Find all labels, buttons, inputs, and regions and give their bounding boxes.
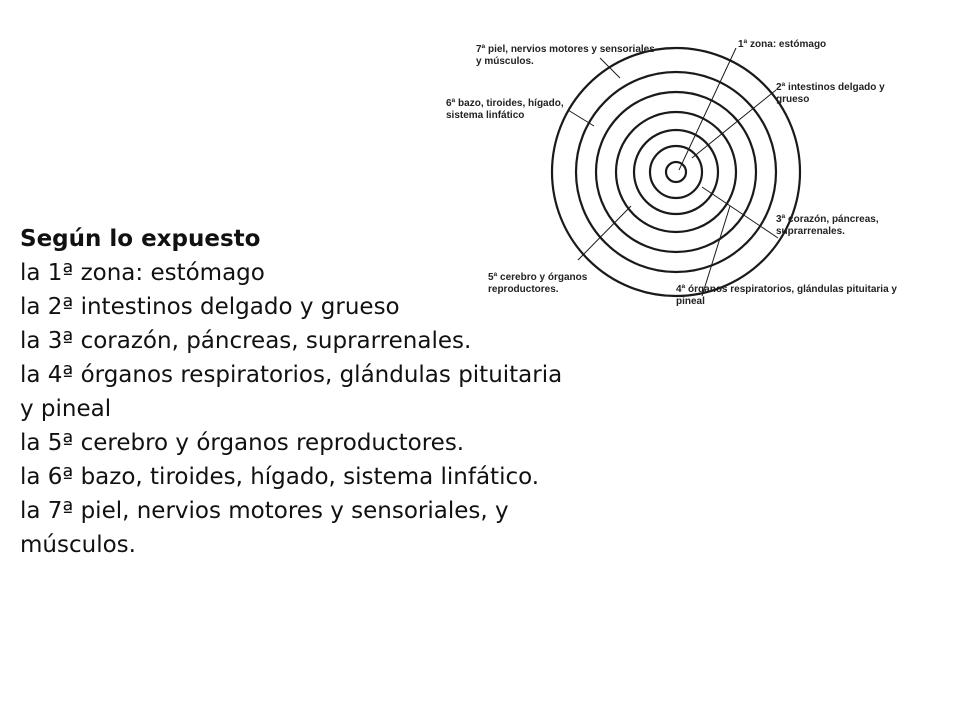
zone-ring-2 (650, 146, 702, 198)
zone-line: músculos. (20, 532, 136, 558)
zone-line: la 6ª bazo, tiroides, hígado, sistema linfático. (20, 464, 540, 490)
zone-line: la 2ª intestinos delgado y grueso (20, 294, 400, 320)
diagram-label-zone-3: 3ª corazón, páncreas, suprarrenales. (776, 214, 879, 237)
zone-line: la 1ª zona: estómago (20, 260, 265, 286)
diagram-label-zone-6: 6ª bazo, tiroides, hígado, sistema linfático (446, 98, 564, 121)
slide-heading: Según lo expuesto (20, 226, 261, 252)
zone-ring-3 (634, 130, 718, 214)
leader-line-zone-1 (679, 48, 736, 170)
zone-list (20, 256, 755, 562)
diagram-label-zone-5: 5ª cerebro y órganos reproductores. (488, 272, 588, 295)
diagram-label-zone-4: 4ª órganos respiratorios, glándulas pituitaria y pineal (676, 284, 897, 307)
leader-line-zone-6 (568, 110, 594, 126)
diagram-label-zone-1: 1ª zona: estómago (738, 39, 827, 50)
leader-line-zone-7 (600, 58, 620, 78)
zone-line: la 3ª corazón, páncreas, suprarrenales. (20, 328, 472, 354)
zone-line: la 5ª cerebro y órganos reproductores. (20, 430, 465, 456)
zones-explanation (20, 222, 755, 562)
zone-line: la 7ª piel, nervios motores y sensoriales, y (20, 498, 509, 524)
diagram-label-zone-2: 2ª intestinos delgado y grueso (776, 82, 885, 105)
zone-line: y pineal (20, 396, 112, 422)
zone-ring-1 (666, 162, 686, 182)
zone-line: la 4ª órganos respiratorios, glándulas pituitaria (20, 362, 563, 388)
diagram-label-zone-7: 7ª piel, nervios motores y sensoriales y músculos. (476, 44, 655, 67)
